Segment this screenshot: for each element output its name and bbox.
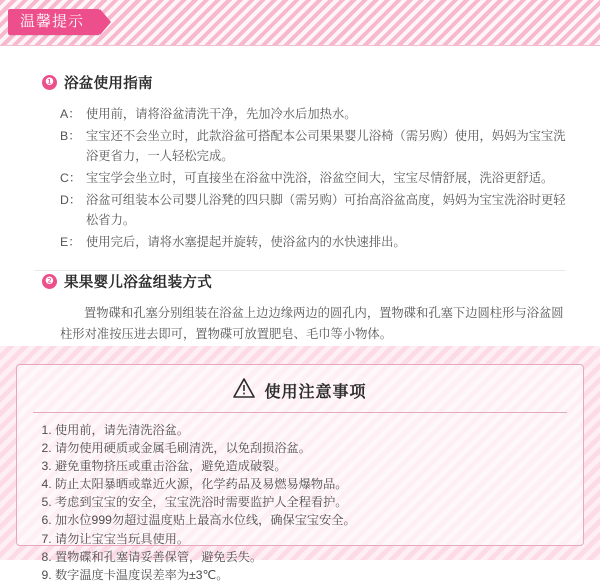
list-item: 3. 避免重物挤压或重击浴盆，避免造成破裂。 (55, 458, 567, 476)
usage-notice-panel (0, 346, 600, 582)
list-item (60, 168, 566, 188)
item-key: A： (60, 107, 81, 121)
list-item: 7. 请勿让宝宝当玩具使用。 (55, 531, 567, 549)
top-striped-banner (0, 0, 600, 46)
section-2-header (42, 271, 566, 292)
section-2-number-badge: ❷ (42, 274, 57, 289)
usage-notice-title: 使用注意事项 (264, 384, 367, 401)
guide-content (0, 46, 600, 346)
list-item (60, 190, 566, 230)
usage-notice-box (16, 364, 584, 582)
item-text: 使用完后，请将水塞提起并旋转，使浴盆内的水快速排出。 (86, 235, 406, 249)
section-1-header (42, 72, 566, 93)
usage-notice-rule (33, 412, 567, 413)
list-item: 9. 数字温度卡温度误差率为±3℃。 (55, 567, 567, 584)
section-1-title: 浴盆使用指南 (64, 76, 153, 92)
item-text: 浴盆可组装本公司婴儿浴凳的四只脚（需另购）可抬高浴盆高度，妈妈为宝宝洗浴时更轻松省力。 (86, 193, 566, 227)
item-text: 宝宝学会坐立时，可直接坐在浴盆中洗浴，浴盆空间大，宝宝尽情舒展，洗浴更舒适。 (86, 171, 554, 185)
section-1-number-badge: ❶ (42, 75, 57, 90)
item-key: D： (60, 193, 82, 207)
section-2-paragraph: 置物碟和孔塞分别组装在浴盆上边边缘两边的圆孔内，置物碟和孔塞下边圆柱形与浴盆圆柱形对准按压进去即可，置物碟可放置肥皂、毛巾等小物体。 (60, 306, 564, 341)
item-key: C： (60, 171, 82, 185)
usage-notice-header (33, 378, 567, 403)
item-text: 使用前，请将浴盆清洗干净，先加冷水后加热水。 (86, 107, 357, 121)
list-item: 8. 置物碟和孔塞请妥善保管，避免丢失。 (55, 549, 567, 567)
list-item: 4. 防止太阳暴晒或靠近火源，化学药品及易燃易爆物品。 (55, 476, 567, 494)
list-item: 1. 使用前，请先清洗浴盆。 (55, 422, 567, 440)
item-text: 宝宝还不会坐立时，此款浴盆可搭配本公司果果婴儿浴椅（需另购）使用，妈妈为宝宝洗浴更省力，一人轻松完成。 (86, 129, 566, 163)
list-item: 2. 请勿使用硬质或金属毛刷清洗，以免刮损浴盆。 (55, 440, 567, 458)
list-item: 6. 加水位999勿超过温度贴上最高水位线，确保宝宝安全。 (55, 512, 567, 530)
banner-tab-label: 温馨提示 (8, 9, 100, 35)
section-bath-tub-guide (0, 72, 600, 252)
section-assembly-method (0, 271, 600, 345)
list-item (60, 104, 566, 124)
list-item (60, 126, 566, 166)
list-item: 5. 考虑到宝宝的安全，宝宝洗浴时需要监护人全程看护。 (55, 494, 567, 512)
warning-triangle-icon (233, 378, 255, 403)
item-key: B： (60, 129, 81, 143)
section-2-title: 果果婴儿浴盆组装方式 (64, 275, 212, 291)
section-1-item-list (60, 104, 566, 252)
item-key: E： (60, 235, 81, 249)
list-item (60, 232, 566, 252)
